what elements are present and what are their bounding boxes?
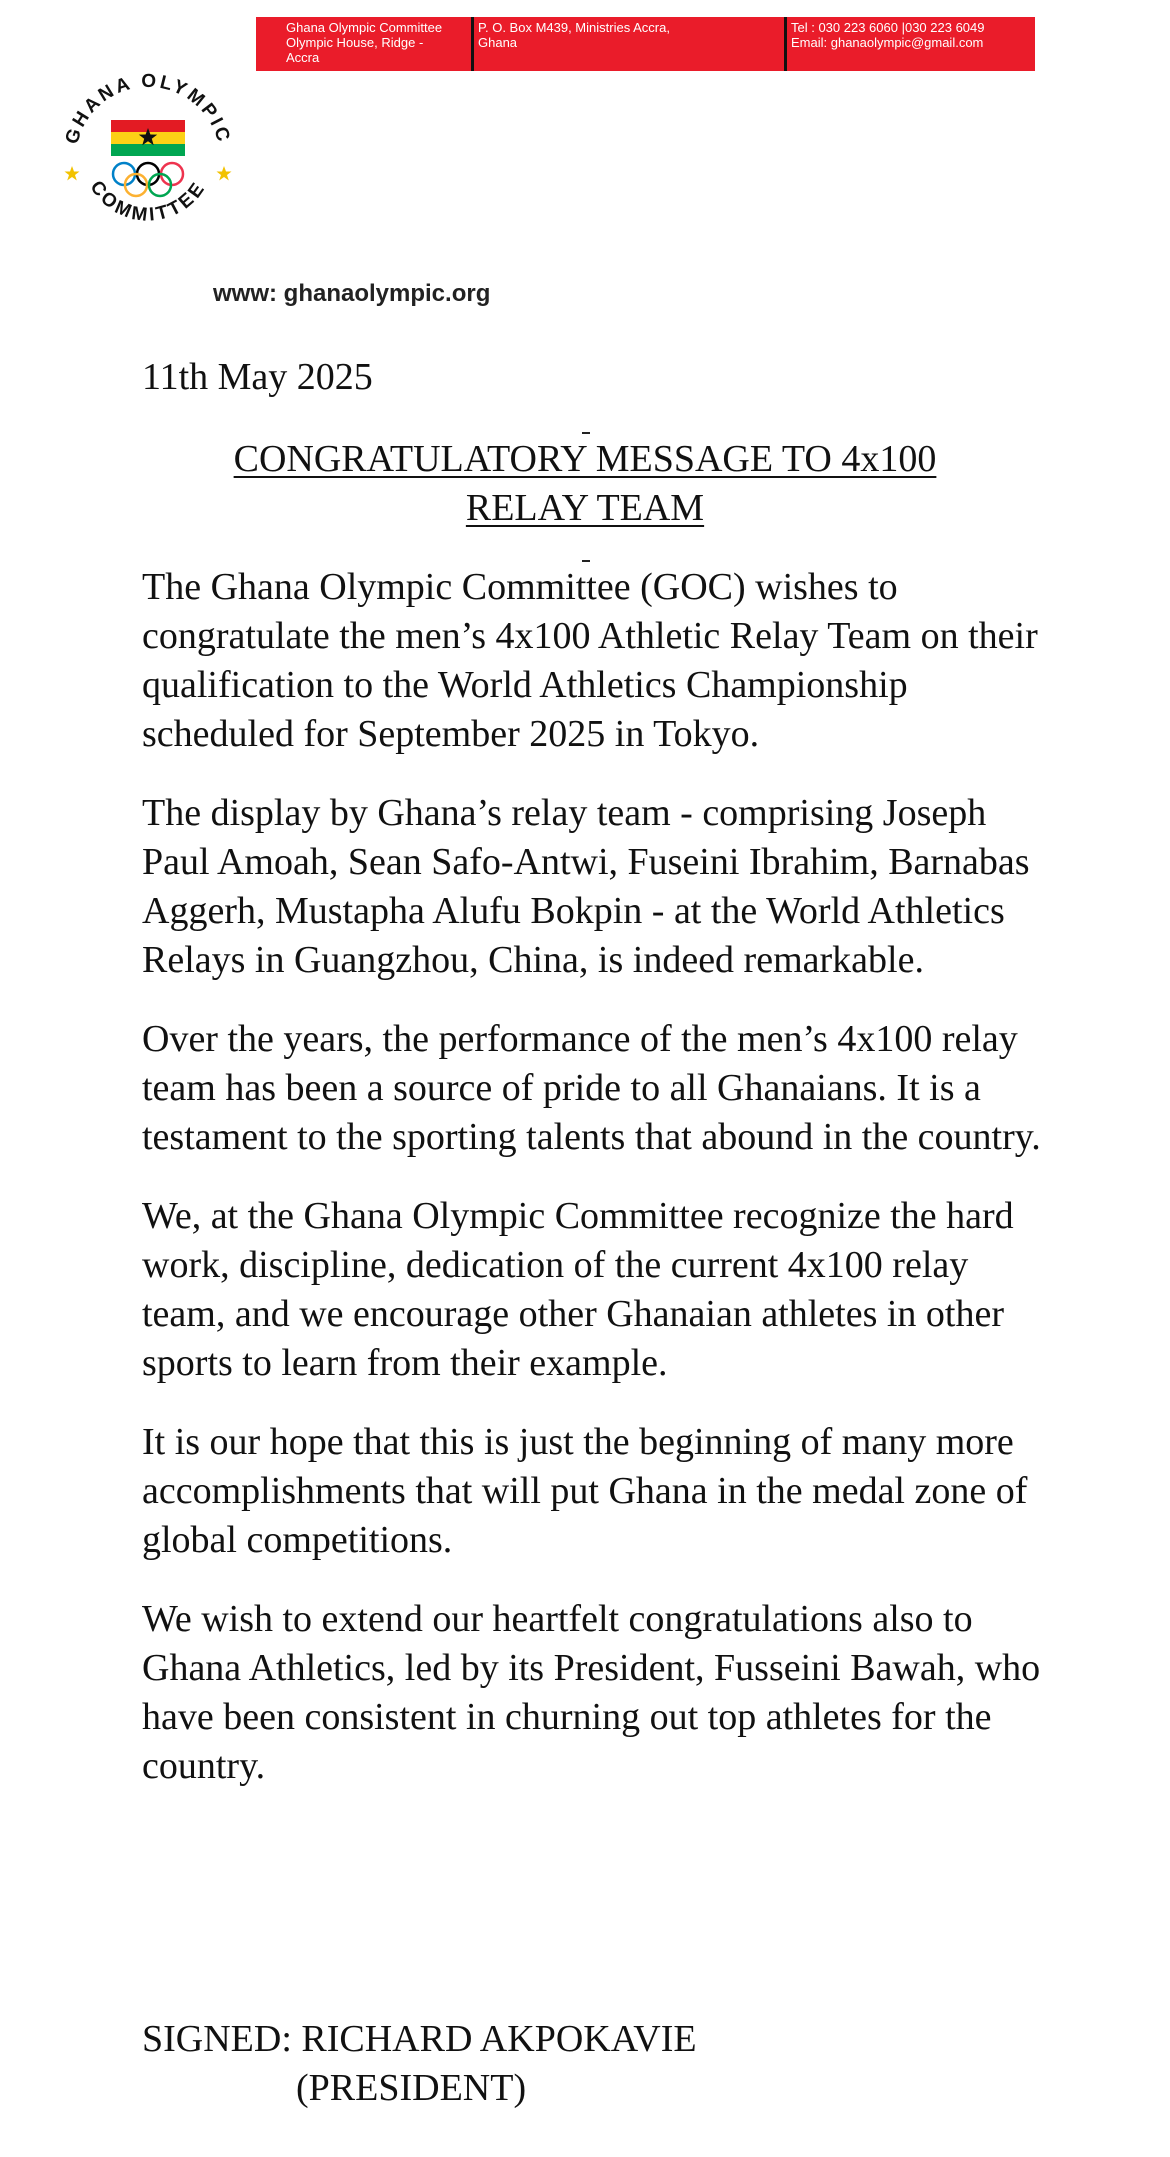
- paragraph: We, at the Ghana Olympic Committee recognize the hard work, discipline, dedication of the current 4x100 relay team, and we encourage other Ghanaian athletes in other sports to learn from their example.: [142, 1195, 1014, 1384]
- signature-line: SIGNED: RICHARD AKPOKAVIE: [142, 2018, 697, 2060]
- paragraph: It is our hope that this is just the beginning of many more accomplishments that will put Ghana in the medal zone of global competitions.: [142, 1421, 1028, 1561]
- title-line-1: CONGRATULATORY MESSAGE TO 4x100: [233, 438, 937, 480]
- header-po-box: P. O. Box M439, Ministries Accra, Ghana: [471, 17, 784, 71]
- paragraph: We wish to extend our heartfelt congratulations also to Ghana Athletics, led by its President, Fusseini Bawah, who have been consistent in churning out top athletes for the country.: [142, 1598, 1041, 1787]
- header-address: Ghana Olympic Committee Olympic House, Ridge - Accra: [286, 20, 443, 65]
- divider-mark: [582, 432, 590, 434]
- title-line-2: RELAY TEAM: [465, 487, 705, 529]
- ghana-olympic-committee-logo: [58, 64, 238, 244]
- paragraph: The Ghana Olympic Committee (GOC) wishes to congratulate the men’s 4x100 Athletic Relay Team on their qualification to the World Athletics Championship scheduled for September 2025 in Tokyo.: [142, 566, 1038, 755]
- paragraph: Over the years, the performance of the men’s 4x100 relay team has been a source of pride to all Ghanaians. It is a testament to the sporting talents that abound in the country.: [142, 1018, 1041, 1158]
- logo-text-bottom: COMMITTEE: [85, 177, 211, 227]
- signatory-role: (PRESIDENT): [296, 2067, 527, 2109]
- website-url: www: ghanaolympic.org: [213, 280, 491, 307]
- header-contact: Tel : 030 223 6060 |030 223 6049 Email: ghanaolympic@gmail.com: [784, 17, 1035, 71]
- paragraph: The display by Ghana’s relay team - comprising Joseph Paul Amoah, Sean Safo-Antwi, Fuseini Ibrahim, Barnabas Aggerh, Mustapha Alufu Bokpin - at the World Athletics Relays in Guangzhou, China, is indeed remarkable.: [142, 792, 1030, 981]
- logo-text-top: GHANA OLYMPIC: [61, 70, 235, 147]
- letter-date: 11th May 2025: [142, 356, 373, 398]
- letterhead-bar: [256, 17, 1035, 71]
- logo-icon: [58, 64, 238, 244]
- letter-title: [142, 435, 1028, 533]
- divider-mark: [582, 560, 590, 562]
- letter-body: [142, 563, 1042, 1821]
